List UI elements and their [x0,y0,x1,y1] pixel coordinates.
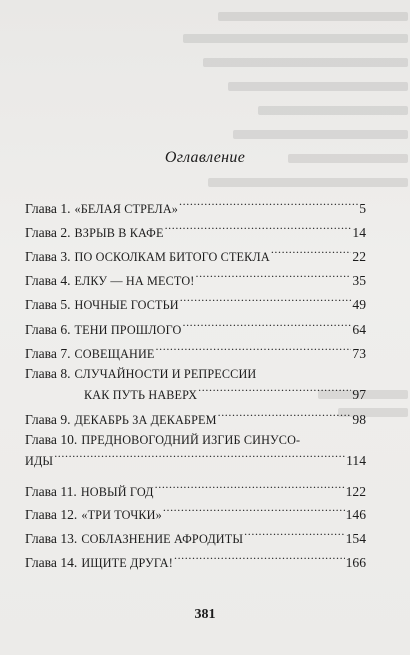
dot-leader [163,502,345,519]
toc-entry [25,268,366,288]
chapter-title: ПО ОСКОЛКАМ БИТОГО СТЕКЛА [74,250,270,264]
dot-leader [218,407,352,424]
dot-leader [156,341,352,358]
toc-entry [25,341,366,361]
chapter-number: Глава 7. [25,346,71,361]
toc-entry [25,196,366,216]
chapter-title-continued: ИДЫ [25,454,54,468]
chapter-number: Глава 5. [25,297,71,312]
chapter-title: ИЩИТЕ ДРУГА! [81,556,173,570]
chapter-title: НОВЫЙ ГОД [80,485,154,499]
dot-leader [195,268,351,285]
page-number: 381 [194,607,216,622]
chapter-number: Глава 9. [25,412,71,427]
chapter-title: СОВЕЩАНИЕ [74,347,155,361]
toc-entry [25,317,366,337]
chapter-number: Глава 4. [25,273,71,288]
dot-leader [271,244,352,261]
dot-leader [198,382,351,399]
chapter-page: 122 [345,484,366,499]
dot-leader [180,292,352,309]
chapter-page: 5 [359,201,366,216]
chapter-page: 64 [352,322,366,337]
chapter-number: Глава 3. [25,249,71,264]
chapter-title: «ТРИ ТОЧКИ» [81,508,162,522]
dot-leader [155,479,345,496]
chapter-page: 14 [352,225,366,240]
toc-entry [25,244,366,264]
chapter-number: Глава 6. [25,322,71,337]
toc-entry [25,220,366,240]
chapter-page: 154 [345,531,366,546]
chapter-page: 49 [352,297,366,312]
toc-entry [25,292,366,312]
dot-leader [182,317,351,334]
dot-leader [174,550,345,567]
toc-entry [25,526,366,546]
chapter-page: 35 [352,273,366,288]
toc-entry [25,479,366,499]
chapter-title: СЛУЧАЙНОСТИ И РЕПРЕССИИ [74,367,257,381]
chapter-number: Глава 10. [25,432,78,447]
chapter-number: Глава 13. [25,531,78,546]
toc-entry [25,407,366,427]
chapter-title: ПРЕДНОВОГОДНИЙ ИЗГИБ СИНУСО- [81,433,301,447]
chapter-title: ЕЛКУ — НА МЕСТО! [74,274,195,288]
chapter-number: Глава 11. [25,484,77,499]
dot-leader [179,196,358,213]
chapter-title: ТЕНИ ПРОШЛОГО [74,323,182,337]
chapter-number: Глава 12. [25,507,78,522]
chapter-page: 146 [345,507,366,522]
chapter-page: 98 [352,412,366,427]
toc-entry [25,550,366,570]
chapter-title: ДЕКАБРЬ ЗА ДЕКАБРЕМ [74,413,217,427]
chapter-page: 166 [345,555,366,570]
chapter-title: НОЧНЫЕ ГОСТЬИ [74,298,179,312]
toc-heading: Оглавление [164,149,246,166]
chapter-number: Глава 8. [25,366,71,381]
dot-leader [244,526,344,543]
toc-entry [25,431,366,468]
chapter-title-continued: КАК ПУТЬ НАВЕРХ [84,388,198,402]
dot-leader [54,448,345,465]
chapter-page: 73 [352,346,366,361]
chapter-page: 22 [352,249,366,264]
chapter-number: Глава 2. [25,225,71,240]
chapter-title: ВЗРЫВ В КАФЕ [74,226,164,240]
chapter-title: «БЕЛАЯ СТРЕЛА» [74,202,179,216]
chapter-number: Глава 14. [25,555,78,570]
toc-entry [25,502,366,522]
chapter-page: 97 [352,387,366,402]
toc-entry [25,365,366,402]
chapter-page: 114 [346,453,366,468]
dot-leader [165,220,352,237]
chapter-number: Глава 1. [25,201,71,216]
chapter-title: СОБЛАЗНЕНИЕ АФРОДИТЫ [81,532,244,546]
